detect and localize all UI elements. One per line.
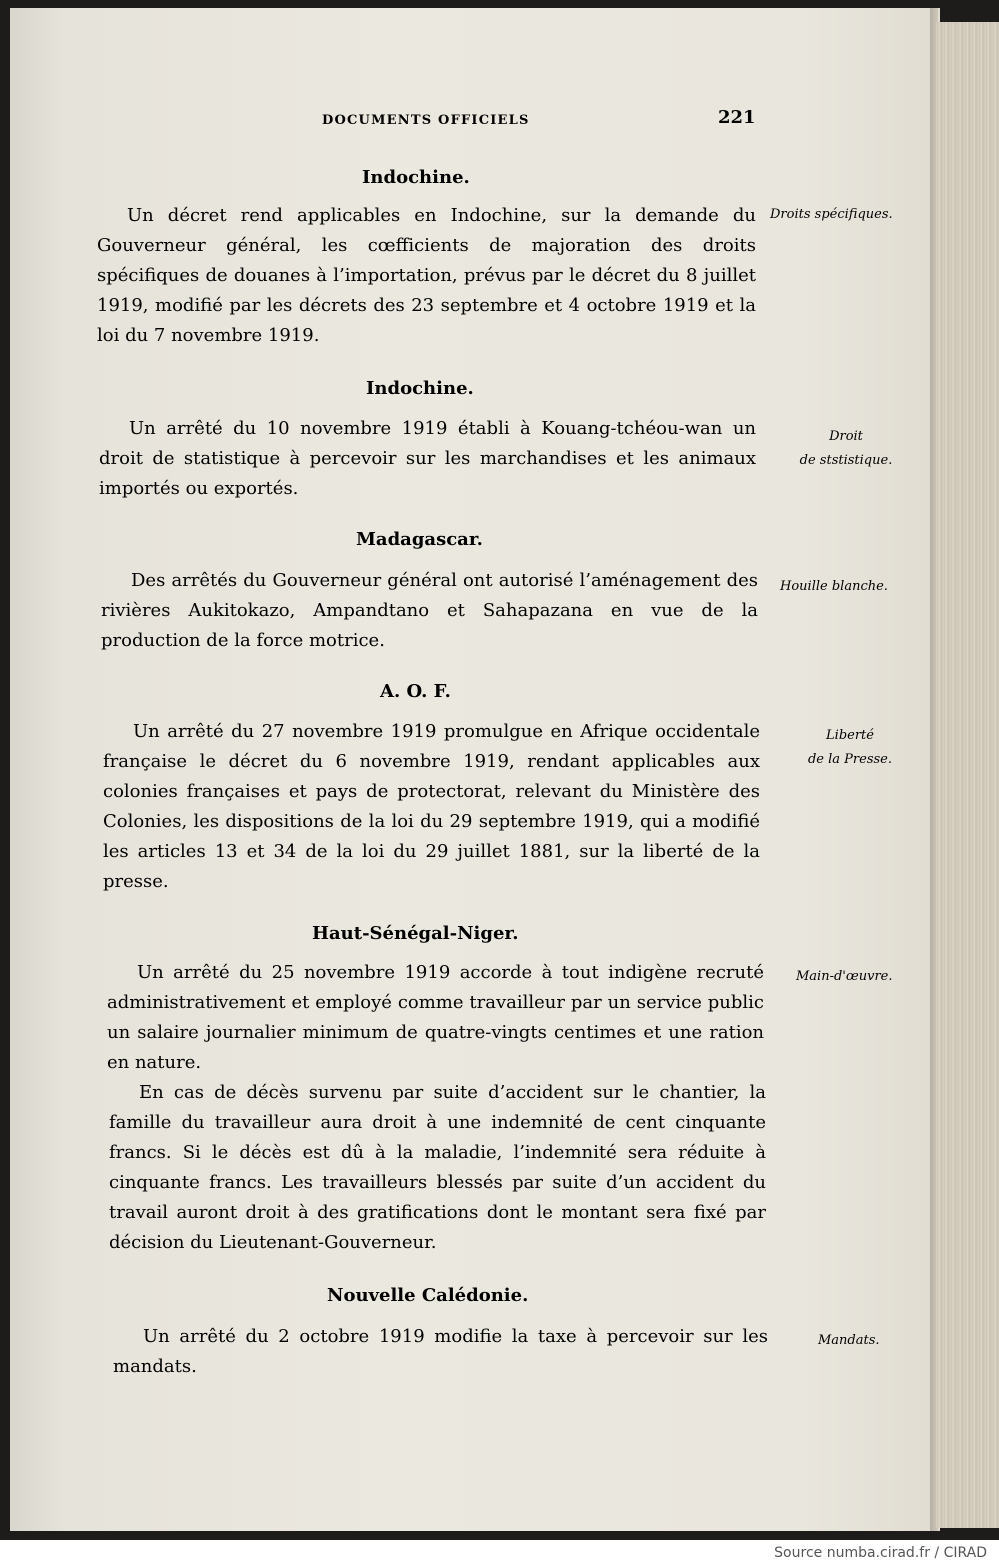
margin-note: Liberté de la Presse. [807, 728, 892, 767]
section-paragraph: Un arrêté du 27 novembre 1919 promulgue en Afrique occidentale française le décret du 6 novembre 1919, rendant applicables aux colonies françaises et pays de protectorat, relevant du Ministère des Colonies, les dispositions de la loi du 29 septembre 1919, qui a modifié les articles 13 et 34 de la loi du 29 juillet 1881, sur la liberté de la presse. [103, 721, 760, 892]
section-title: Nouvelle Calédonie. [327, 1285, 529, 1306]
section-paragraph: Un arrêté du 2 octobre 1919 modifie la taxe à percevoir sur les mandats. [113, 1326, 768, 1377]
section-paragraph: En cas de décès survenu par suite d’accident sur le chantier, la famille du travailleur aura droit à une indemnité de cent cinquante francs. Si le décès est dû à la maladie, l’indemnité sera réduite à cinquante francs. Les travailleurs blessés par suite d’un accident du travail auront droit à des gratifications dont le montant sera fixé par décision du Lieutenant-Gouverneur. [109, 1082, 766, 1253]
section-title: A. O. F. [380, 681, 451, 702]
section-title: Madagascar. [356, 529, 483, 550]
section-paragraph: Des arrêtés du Gouverneur général ont autorisé l’aménagement des rivières Aukitokazo, Ampandtano et Sahapazana en vue de la production de la force motrice. [101, 570, 758, 651]
section-paragraph: Un arrêté du 25 novembre 1919 accorde à tout indigène recruté administrativement et employé comme travailleur par un service public un salaire journalier minimum de quatre-vingts centimes et une ration en nature. [107, 962, 764, 1073]
section-paragraph: Un décret rend applicables en Indochine, sur la demande du Gouverneur général, les cœfficients de majoration des droits spécifiques de douanes à l’importation, prévus par le décret du 8 juillet 1919, modifié par les décrets des 23 septembre et 4 octobre 1919 et la loi du 7 novembre 1919. [97, 205, 756, 346]
section-title: Indochine. [366, 378, 474, 399]
margin-note: Mandats. [818, 1333, 880, 1348]
running-head: DOCUMENTS OFFICIELS [322, 113, 530, 128]
book-page-edges [936, 22, 999, 1528]
source-credit: Source numba.cirad.fr / CIRAD [774, 1545, 987, 1561]
page-number: 221 [718, 107, 756, 128]
margin-note: Droit de ststistique. [799, 429, 893, 468]
margin-note: Main-d'œuvre. [796, 969, 893, 984]
section-title: Haut-Sénégal-Niger. [312, 923, 519, 944]
section-paragraph: Un arrêté du 10 novembre 1919 établi à Kouang-tchéou-wan un droit de statistique à percevoir sur les marchandises et les animaux importés ou exportés. [99, 418, 756, 499]
margin-note: Houille blanche. [780, 579, 888, 594]
section-title: Indochine. [362, 167, 470, 188]
margin-note: Droits spécifiques. [770, 207, 893, 222]
